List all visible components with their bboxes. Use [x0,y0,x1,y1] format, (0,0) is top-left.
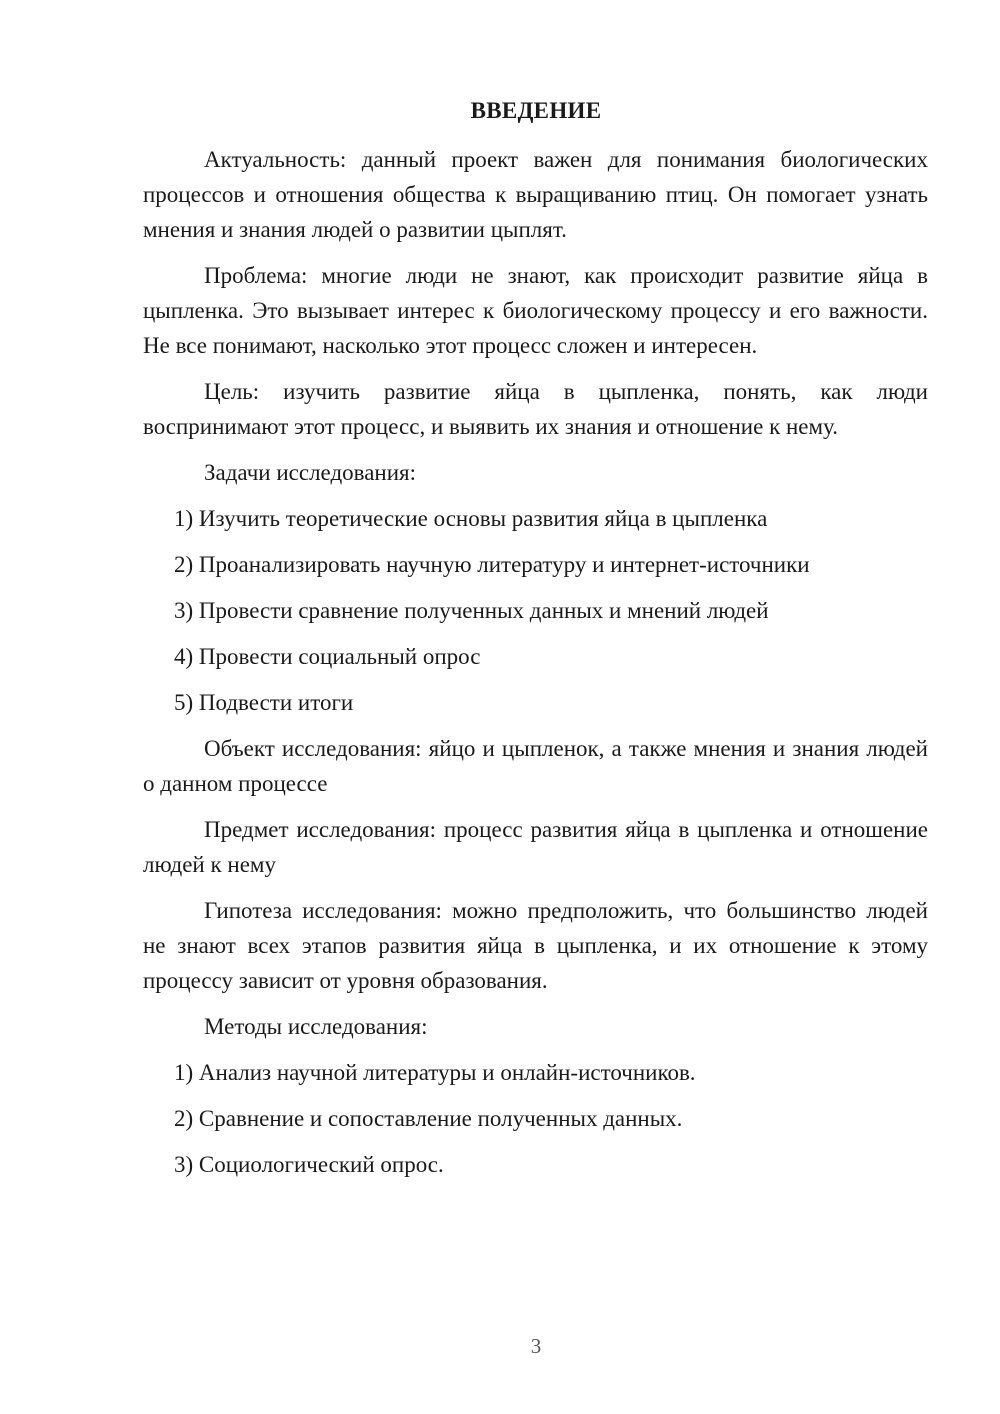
methods-heading: Методы исследования: [204,1014,428,1039]
list-item: 2) Сравнение и сопоставление полученных данных. [174,1106,683,1131]
problem-paragraph: Проблема: многие люди не знают, как происходит развитие яйца в цыпленка. Это вызывает интерес к биологическому процессу и его важности. Не все понимают, насколько этот процесс сложен и интересен. [143,263,928,358]
object-paragraph: Объект исследования: яйцо и цыпленок, а также мнения и знания людей о данном процессе [143,736,928,796]
page-title: ВВЕДЕНИЕ [470,98,602,123]
tasks-heading: Задачи исследования: [204,460,417,485]
list-item: 1) Анализ научной литературы и онлайн-источников. [174,1060,696,1085]
list-item: 3) Социологический опрос. [174,1152,444,1177]
tasks-list [143,501,928,720]
relevance-paragraph: Актуальность: данный проект важен для понимания биологических процессов и отношения общества к выращиванию птиц. Он помогает узнать мнения и знания людей о развитии цыплят. [143,147,928,242]
list-item: 4) Провести социальный опрос [174,644,481,669]
list-item: 2) Проанализировать научную литературу и интернет-источники [174,552,810,577]
list-item: 3) Провести сравнение полученных данных и мнений людей [174,598,769,623]
list-item: 5) Подвести итоги [174,690,354,715]
methods-list [143,1055,928,1182]
page-number: 3 [530,1334,542,1358]
goal-paragraph: Цель: изучить развитие яйца в цыпленка, понять, как люди воспринимают этот процесс, и выявить их знания и отношение к нему. [143,379,928,439]
list-item: 1) Изучить теоретические основы развития яйца в цыпленка [174,506,768,531]
subject-paragraph: Предмет исследования: процесс развития яйца в цыпленка и отношение людей к нему [143,817,928,877]
document-body [143,142,928,1193]
hypothesis-paragraph: Гипотеза исследования: можно предположить, что большинство людей не знают всех этапов развития яйца в цыпленка, и их отношение к этому процессу зависит от уровня образования. [143,898,928,993]
